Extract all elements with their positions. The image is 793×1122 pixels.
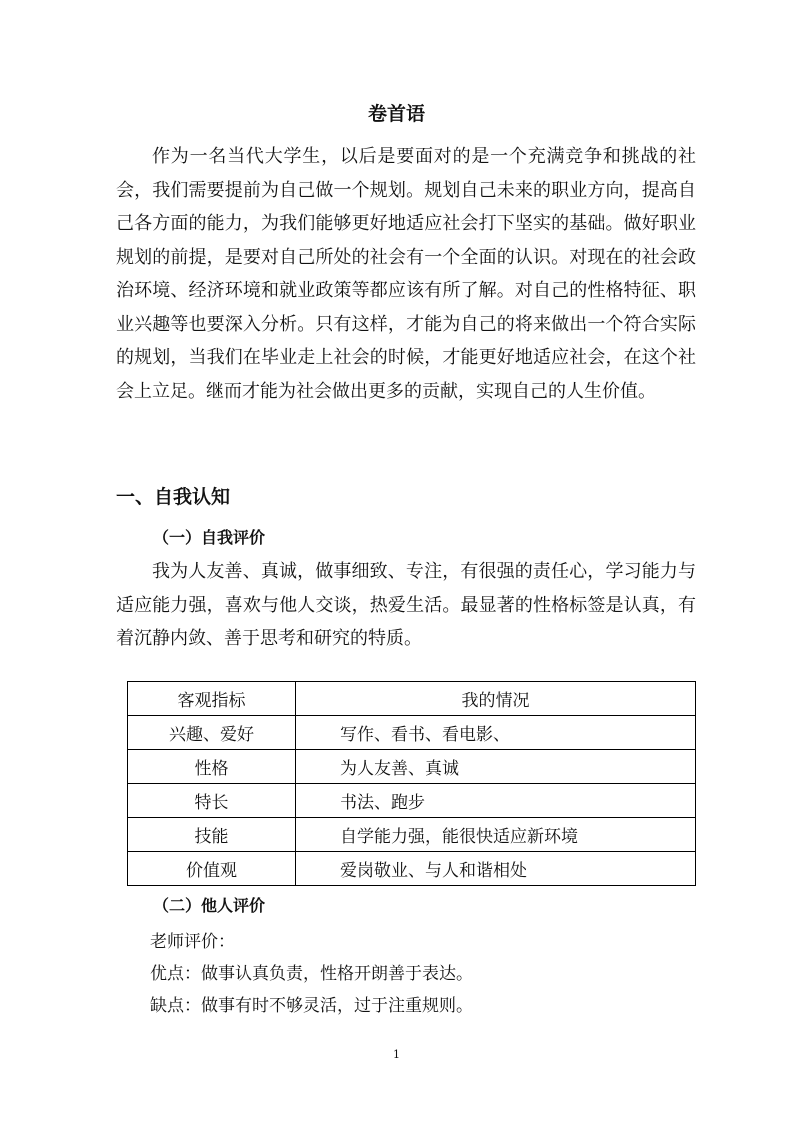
- table-row: [128, 784, 696, 818]
- table-row: [128, 818, 696, 852]
- table-header-cell: 我的情况: [296, 682, 696, 716]
- table-row: [128, 750, 696, 784]
- table-cell-indicator: 兴趣、爱好: [128, 716, 296, 750]
- document-title: 卷首语: [367, 103, 425, 125]
- intro-paragraph: 作为一名当代大学生，以后是要面对的是一个充满竞争和挑战的社会，我们需要提前为自己做一个规划。规划自己未来的职业方向，提高自己各方面的能力，为我们能够更好地适应社会打下坚实的基础。做好职业规划的前提，是要对自己所处的社会有一个全面的认识。对现在的社会政治环境、经济环境和就业政策等都应该有所了解。对自己的性格特征、职业兴趣等也要深入分析。只有这样，才能为自己的将来做出一个符合实际的规划，当我们在毕业走上社会的时候，才能更好地适应社会，在这个社会上立足。继而才能为社会做出更多的贡献，实现自己的人生价值。: [116, 146, 696, 402]
- weaknesses-line: 缺点：做事有时不够灵活，过于注重规则。: [150, 996, 473, 1016]
- section-heading-self-awareness: 一、自我认知: [116, 486, 231, 508]
- table-row: [128, 852, 696, 886]
- table-cell-indicator: 性格: [128, 750, 296, 784]
- table-row: [128, 716, 696, 750]
- teacher-evaluation-label: 老师评价：: [150, 932, 235, 952]
- strengths-line: 优点：做事认真负责，性格开朗善于表达。: [150, 964, 473, 984]
- self-assessment-table: [127, 681, 696, 886]
- subsection-heading-others-evaluation: （二）他人评价: [153, 896, 266, 915]
- table-cell-indicator: 技能: [128, 818, 296, 852]
- table-cell-situation: 爱岗敬业、与人和谐相处: [296, 852, 696, 886]
- subsection-heading-self-evaluation: （一）自我评价: [153, 528, 266, 547]
- table-header-row: [128, 682, 696, 716]
- table-cell-situation: 为人友善、真诚: [296, 750, 696, 784]
- table-cell-indicator: 特长: [128, 784, 296, 818]
- table-cell-situation: 写作、看书、看电影、: [296, 716, 696, 750]
- page-number: 1: [393, 1048, 400, 1061]
- table-cell-situation: 书法、跑步: [296, 784, 696, 818]
- self-evaluation-paragraph: 我为人友善、真诚，做事细致、专注，有很强的责任心，学习能力与适应能力强，喜欢与他人交谈，热爱生活。最显著的性格标签是认真，有着沉静内敛、善于思考和研究的特质。: [116, 561, 696, 649]
- table-cell-indicator: 价值观: [128, 852, 296, 886]
- table-header-cell: 客观指标: [128, 682, 296, 716]
- table-cell-situation: 自学能力强，能很快适应新环境: [296, 818, 696, 852]
